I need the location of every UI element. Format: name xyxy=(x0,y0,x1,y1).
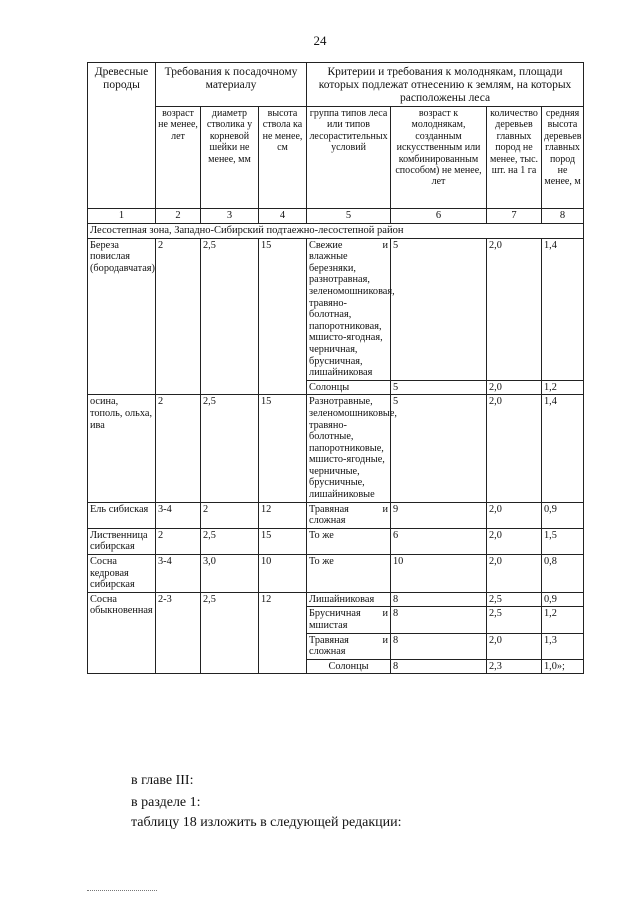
zone-label: Лесостепная зона, Западно-Сибирский подтаежно-лесостепной район xyxy=(88,224,584,239)
forest-type-cell: Травяная и сложная xyxy=(307,502,391,528)
col-number: 6 xyxy=(391,209,487,224)
footer-line-instruction: таблицу 18 изложить в следующей редакции: xyxy=(131,815,402,830)
height-cell: 12 xyxy=(259,502,307,528)
header-height: высота ствола ка не менее, см xyxy=(259,107,307,209)
forest-requirements-table xyxy=(87,62,584,674)
age-cell: 2 xyxy=(156,238,201,395)
height-cell: 15 xyxy=(259,395,307,502)
young-age-cell: 8 xyxy=(391,633,487,659)
forest-type-cell: Солонцы xyxy=(307,380,391,395)
tree-count-cell: 2,5 xyxy=(487,607,542,633)
forest-type-cell: То же xyxy=(307,555,391,593)
diameter-cell: 2,5 xyxy=(201,238,259,395)
header-young-age: возраст к молоднякам, созданным искусственным или комбинированным способом) не менее, лет xyxy=(391,107,487,209)
tree-count-cell: 2,0 xyxy=(487,528,542,554)
species-cell: Лиственница сибирская xyxy=(88,528,156,554)
table-row xyxy=(88,528,584,554)
col-number: 8 xyxy=(542,209,584,224)
mean-height-cell: 0,8 xyxy=(542,555,584,593)
forest-type-cell: Брусничная и мшистая xyxy=(307,607,391,633)
diameter-cell: 2,5 xyxy=(201,395,259,502)
header-mean-height: средняя высота деревьев главных пород не менее, м xyxy=(542,107,584,209)
table-row xyxy=(88,238,584,380)
col-number: 1 xyxy=(88,209,156,224)
species-cell: Сосна обыкновенная xyxy=(88,592,156,674)
header-species: Древесные породы xyxy=(88,63,156,209)
header-criteria: Критерии и требования к молоднякам, площади которых подлежат отнесению к землям, на которых расположены леса xyxy=(307,63,584,107)
young-age-cell: 8 xyxy=(391,607,487,633)
age-cell: 2-3 xyxy=(156,592,201,674)
age-cell: 2 xyxy=(156,395,201,502)
header-row-2 xyxy=(88,107,584,209)
header-row-1 xyxy=(88,63,584,107)
height-cell: 10 xyxy=(259,555,307,593)
age-cell: 2 xyxy=(156,528,201,554)
forest-type-cell: Солонцы xyxy=(307,659,391,674)
species-cell: Береза повислая (бородавчатая) xyxy=(88,238,156,395)
col-number: 3 xyxy=(201,209,259,224)
diameter-cell: 2 xyxy=(201,502,259,528)
column-numbers-row xyxy=(88,209,584,224)
forest-type-cell: То же xyxy=(307,528,391,554)
species-cell: осина, тополь, ольха, ива xyxy=(88,395,156,502)
page-number: 24 xyxy=(313,33,327,48)
col-number: 4 xyxy=(259,209,307,224)
col-number: 5 xyxy=(307,209,391,224)
age-cell: 3-4 xyxy=(156,555,201,593)
young-age-cell: 9 xyxy=(391,502,487,528)
table-row xyxy=(88,592,584,607)
young-age-cell: 10 xyxy=(391,555,487,593)
header-diameter: диаметр стволика у корневой шейки не менее, мм xyxy=(201,107,259,209)
table-row xyxy=(88,502,584,528)
height-cell: 12 xyxy=(259,592,307,674)
mean-height-cell: 1,4 xyxy=(542,395,584,502)
tree-count-cell: 2,3 xyxy=(487,659,542,674)
mean-height-cell: 1,5 xyxy=(542,528,584,554)
tree-count-cell: 2,0 xyxy=(487,502,542,528)
species-cell: Ель сибиская xyxy=(88,502,156,528)
mean-height-cell: 1,4 xyxy=(542,238,584,380)
species-cell: Сосна кедровая сибирская xyxy=(88,555,156,593)
forest-type-cell: Травяная и сложная xyxy=(307,633,391,659)
header-planting-material: Требования к посадочному материалу xyxy=(156,63,307,107)
young-age-cell: 5 xyxy=(391,395,487,502)
mean-height-cell: 1,2 xyxy=(542,607,584,633)
height-cell: 15 xyxy=(259,238,307,395)
tree-count-cell: 2,0 xyxy=(487,380,542,395)
forest-type-cell: Лишайниковая xyxy=(307,592,391,607)
table-row xyxy=(88,555,584,593)
col-number: 7 xyxy=(487,209,542,224)
height-cell: 15 xyxy=(259,528,307,554)
tree-count-cell: 2,0 xyxy=(487,555,542,593)
table-row xyxy=(88,395,584,502)
footer-line-section: в разделе 1: xyxy=(131,795,201,810)
diameter-cell: 2,5 xyxy=(201,592,259,674)
mean-height-cell: 1,2 xyxy=(542,380,584,395)
young-age-cell: 8 xyxy=(391,659,487,674)
young-age-cell: 5 xyxy=(391,238,487,380)
footer-line-chapter: в главе III: xyxy=(131,773,194,788)
zone-row xyxy=(88,224,584,239)
tree-count-cell: 2,0 xyxy=(487,238,542,380)
tree-count-cell: 2,0 xyxy=(487,633,542,659)
young-age-cell: 5 xyxy=(391,380,487,395)
mean-height-cell: 0,9 xyxy=(542,592,584,607)
footnote-divider xyxy=(87,890,157,891)
forest-type-cell: Разнотравные, зеленомошниковые, травяно-болотные, папоротниковые, мшисто-ягодные, черничные, брусничные, лишайниковые xyxy=(307,395,391,502)
header-age: возраст не менее, лет xyxy=(156,107,201,209)
age-cell: 3-4 xyxy=(156,502,201,528)
young-age-cell: 8 xyxy=(391,592,487,607)
forest-type-cell: Свежие и влажные березняки, разнотравная, зеленомошниковая, травяно-болотная, папоротниковая, мшисто-ягодная, черничная, брусничная, лишайниковая xyxy=(307,238,391,380)
header-tree-count: количество деревьев главных пород не менее, тыс. шт. на 1 га xyxy=(487,107,542,209)
col-number: 2 xyxy=(156,209,201,224)
mean-height-cell: 1,0»; xyxy=(542,659,584,674)
diameter-cell: 2,5 xyxy=(201,528,259,554)
young-age-cell: 6 xyxy=(391,528,487,554)
tree-count-cell: 2,0 xyxy=(487,395,542,502)
header-forest-type: группа типов леса или типов лесорастительных условий xyxy=(307,107,391,209)
tree-count-cell: 2,5 xyxy=(487,592,542,607)
mean-height-cell: 0,9 xyxy=(542,502,584,528)
diameter-cell: 3,0 xyxy=(201,555,259,593)
mean-height-cell: 1,3 xyxy=(542,633,584,659)
